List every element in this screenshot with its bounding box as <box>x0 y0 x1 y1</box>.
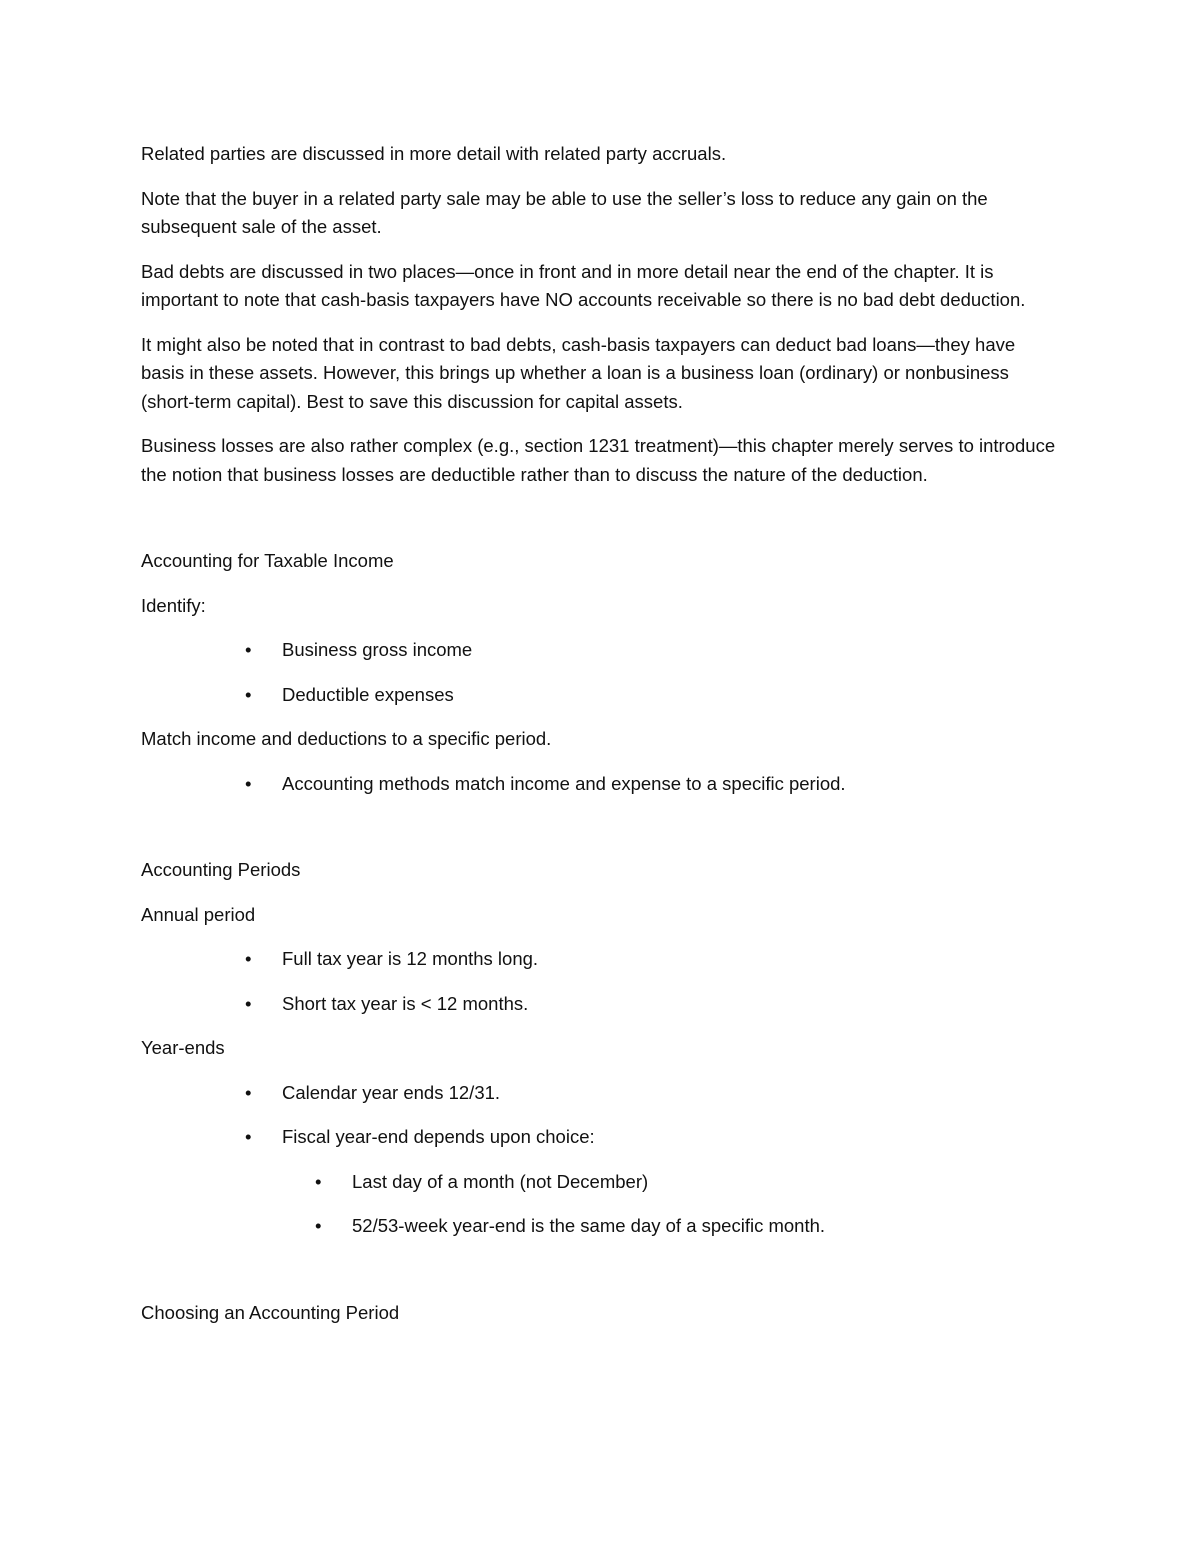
list-item <box>141 1123 1061 1152</box>
bullet-icon: • <box>245 683 252 705</box>
paragraph-buyer-loss: Note that the buyer in a related party sale may be able to use the seller’s loss to reduce any gain on the subsequent sale of the asset. <box>141 187 988 237</box>
list-item-nested <box>141 1168 1061 1197</box>
list-item-text: Last day of a month (not December) <box>352 1170 649 1192</box>
list-item-text: Fiscal year-end depends upon choice: <box>282 1126 595 1147</box>
bullet-icon: • <box>315 1170 322 1192</box>
bullet-icon: • <box>245 639 252 660</box>
section-gap <box>141 814 1061 856</box>
paragraph-bad-loans: It might also be noted that in contrast to bad debts, cash-basis taxpayers can deduct bad loans—they have basis in these assets. However, this brings up whether a loan is a business loan (ordinary) or nonbusiness (short-term capital). Best to save this discussion for capital assets. <box>141 333 1016 412</box>
label-year-ends: Year-ends <box>141 1037 225 1058</box>
bullet-icon: • <box>245 772 252 794</box>
list-item-text: 52/53-week year-end is the same day of a specific month. <box>352 1215 826 1236</box>
list-item-text: Deductible expenses <box>282 683 454 705</box>
list-item-nested <box>141 1212 1061 1241</box>
bullet-icon: • <box>245 992 252 1014</box>
section-gap <box>141 1257 1061 1299</box>
heading-accounting-periods: Accounting Periods <box>141 859 301 880</box>
list-item <box>141 681 1061 710</box>
heading-accounting-for-taxable-income: Accounting for Taxable Income <box>141 550 394 571</box>
paragraph-business-losses: Business losses are also rather complex (e.g., section 1231 treatment)—this chapter merely serves to introduce the notion that business losses are deductible rather than to discuss the nature of the deduction. <box>141 435 1056 485</box>
list-item <box>141 770 1061 799</box>
list-item-text: Accounting methods match income and expense to a specific period. <box>282 772 846 794</box>
list-item <box>141 636 1061 665</box>
list-item <box>141 945 1061 974</box>
label-annual-period: Annual period <box>141 903 256 925</box>
bullet-icon: • <box>245 1081 252 1103</box>
list-item-text: Business gross income <box>282 639 473 660</box>
document-page <box>141 140 1061 1343</box>
label-identify: Identify: <box>141 594 206 616</box>
list-item-text: Short tax year is < 12 months. <box>282 992 529 1014</box>
list-item-text: Full tax year is 12 months long. <box>282 948 539 969</box>
paragraph-related-parties: Related parties are discussed in more detail with related party accruals. <box>141 143 727 164</box>
bullet-icon: • <box>245 948 252 969</box>
list-item <box>141 990 1061 1019</box>
paragraph-bad-debts: Bad debts are discussed in two places—once in front and in more detail near the end of the chapter. It is important to note that cash-basis taxpayers have NO accounts receivable so there is no bad debt deduction. <box>141 260 1026 310</box>
bullet-icon: • <box>245 1126 252 1147</box>
section-gap <box>141 505 1061 547</box>
label-match-income: Match income and deductions to a specific period. <box>141 728 552 749</box>
list-item <box>141 1079 1061 1108</box>
bullet-icon: • <box>315 1215 322 1236</box>
list-item-text: Calendar year ends 12/31. <box>282 1081 501 1103</box>
heading-choosing-accounting-period: Choosing an Accounting Period <box>141 1301 400 1323</box>
